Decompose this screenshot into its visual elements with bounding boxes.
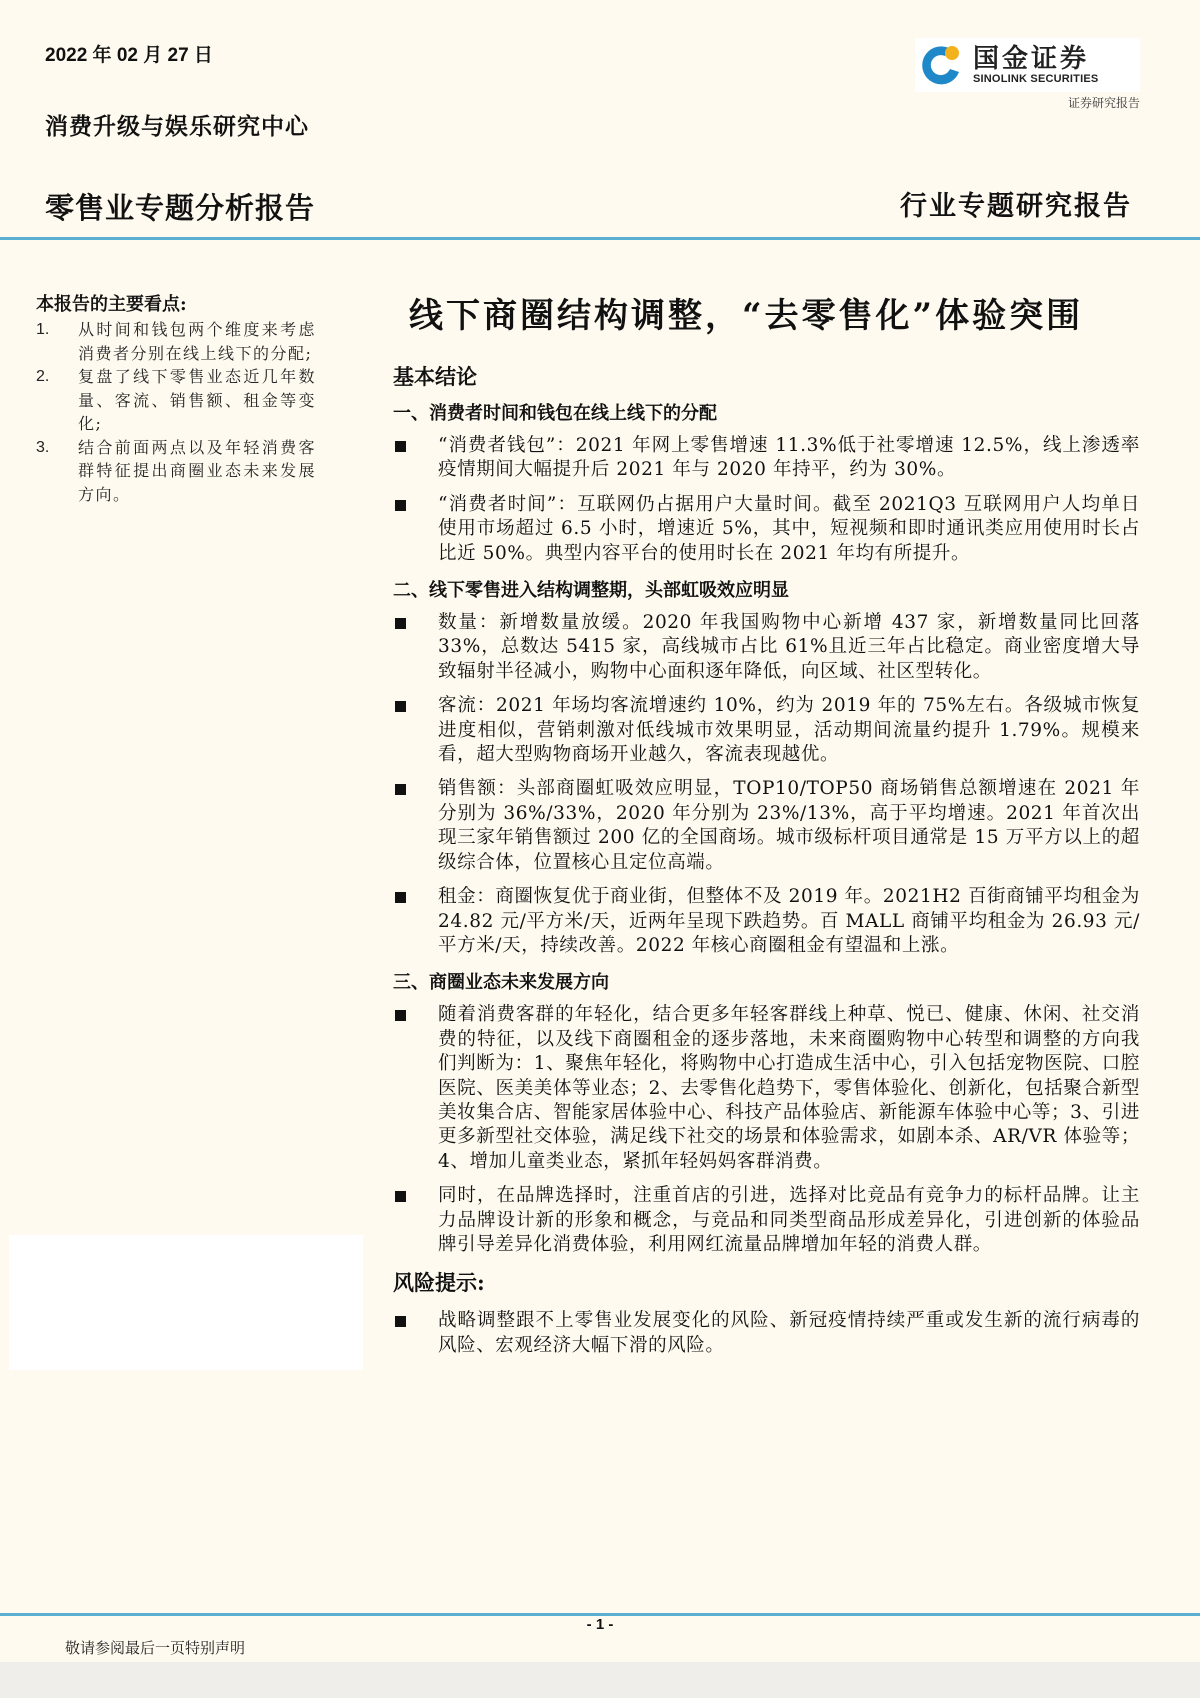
bullet-square-icon — [395, 441, 406, 452]
bullet-item — [393, 1003, 1140, 1174]
bullet-text: 战略调整跟不上零售业发展变化的风险、新冠疫情持续严重或发生新的流行病毒的风险、宏观经济大幅下滑的风险。 — [438, 1310, 1140, 1356]
logo-en-text: SINOLINK SECURITIES — [973, 73, 1099, 85]
sidebar-highlights — [36, 290, 316, 506]
bullet-text: 数量：新增数量放缓。2020 年我国购物中心新增 437 家，新增数量同比回落 33%，总数达 5415 家，高线城市占比 61%且近三年占比稳定。商业密度增大导致辐射半径减小，购物中心面积逐年降低，向区域、社区型转化。 — [438, 612, 1140, 682]
bullet-item — [393, 493, 1140, 566]
risk-heading: 风险提示: — [393, 1270, 485, 1296]
main-content — [393, 288, 1140, 1368]
bullet-text: 同时，在品牌选择时，注重首店的引进，选择对比竞品有竞争力的标杆品牌。让主力品牌设计新的形象和概念，与竞品和同类型商品形成差异化，引进创新的体验品牌引导差异化消费体验，利用网红流量品牌增加年轻的消费人群。 — [438, 1185, 1140, 1255]
bullet-item — [393, 885, 1140, 958]
item-text: 复盘了线下零售业态近几年数量、客流、销售额、租金等变化; — [78, 367, 316, 433]
item-number: 3. — [36, 438, 50, 456]
bullet-text: “消费者时间”：互联网仍占据用户大量时间。截至 2021Q3 互联网用户人均单日使用市场超过 6.5 小时，增速近 5%，其中，短视频和即时通讯类应用使用时长占比近 50%。典型内容平台的使用时长在 2021 年均有所提升。 — [438, 493, 1140, 564]
bullet-item — [393, 434, 1140, 483]
bullet-square-icon — [395, 500, 406, 511]
sidebar-heading: 本报告的主要看点: — [36, 294, 187, 315]
bullet-square-icon — [395, 784, 406, 795]
item-text: 从时间和钱包两个维度来考虑消费者分别在线上线下的分配; — [78, 320, 316, 363]
bullet-square-icon — [395, 1191, 406, 1202]
bullet-item — [393, 611, 1140, 684]
risk-bullet-item — [393, 1309, 1140, 1358]
item-number: 1. — [36, 321, 50, 338]
bullet-square-icon — [395, 1010, 406, 1021]
page-number: - 1 - — [586, 1616, 614, 1633]
bullet-text: 销售额：头部商圈虹吸效应明显，TOP10/TOP50 商场销售总额增速在 2021 年分别为 36%/33%，2020 年分别为 23%/13%，高于平均增速。2021 年首次出现三家年销售额过 200 亿的全国商场。城市级标杆项目通常是 15 万平方以上的超级综合体，位置核心且定位高端。 — [438, 778, 1140, 873]
header-divider — [0, 237, 1200, 240]
bullet-item — [393, 777, 1140, 875]
bullet-square-icon — [395, 892, 406, 903]
report-date: 2022 年 02 月 27 日 — [45, 45, 213, 66]
company-logo — [915, 38, 1140, 92]
bullet-text: 租金：商圈恢复优于商业街，但整体不及 2019 年。2021H2 百街商铺平均租金为 24.82 元/平方米/天，近两年呈现下跌趋势。百 MALL 商铺平均租金为 26.93 元/平方米/天，持续改善。2022 年核心商圈租金有望温和上涨。 — [438, 886, 1140, 956]
report-type: 行业专题研究报告 — [900, 191, 1132, 222]
highlight-item — [36, 436, 316, 507]
footer-disclaimer: 敬请参阅最后一页特别声明 — [65, 1639, 246, 1657]
item-number: 2. — [36, 368, 50, 385]
section-heading: 三、商圈业态未来发展方向 — [393, 972, 609, 994]
conclusion-heading: 基本结论 — [393, 364, 477, 389]
bullet-text: 随着消费客群的年轻化，结合更多年轻客群线上种草、悦已、健康、休闲、社交消费的特征，以及线下商圈租金的逐步落地，未来商圈购物中心转型和调整的方向我们判断为：1、聚焦年轻化，将购物中心打造成生活中心，引入包括宠物医院、口腔医院、医美美体等业态；2、去零售化趋势下，零售体验化、创新化，包括聚合新型美妆集合店、智能家居体验中心、科技产品体验店、新能源车体验中心等；3、引进更多新型社交体验，满足线下社交的场景和体验需求，如剧本杀、AR/VR 体验等；4、增加儿童类业态，紧抓年轻妈妈客群消费。 — [438, 1004, 1140, 1172]
item-text: 结合前面两点以及年轻消费客群特征提出商圈业态未来发展方向。 — [78, 437, 316, 504]
section-heading: 二、线下零售进入结构调整期，头部虹吸效应明显 — [393, 580, 789, 602]
bullet-item — [393, 694, 1140, 767]
research-center: 消费升级与娱乐研究中心 — [45, 113, 309, 140]
bullet-text: “消费者钱包”：2021 年网上零售增速 11.3%低于社零增速 12.5%，线上渗透率疫情期间大幅提升后 2021 年与 2020 年持平，约为 30%。 — [438, 435, 1140, 481]
logo-cn-text: 国金证券 — [973, 44, 1090, 74]
bullet-item — [393, 1184, 1140, 1257]
bullet-square-icon — [395, 618, 406, 629]
blank-box — [9, 1235, 363, 1370]
bullet-square-icon — [395, 701, 406, 712]
logo-subtitle: 证券研究报告 — [1067, 96, 1140, 110]
article-title: 线下商圈结构调整，“去零售化”体验突围 — [409, 296, 1084, 336]
report-title: 零售业专题分析报告 — [45, 191, 316, 225]
highlight-item — [36, 318, 316, 365]
highlight-item — [36, 365, 316, 436]
bullet-square-icon — [395, 1316, 406, 1327]
bullet-text: 客流：2021 年场均客流增速约 10%，约为 2019 年的 75%左右。各级城市恢复进度相似，营销刺激对低线城市效果明显，活动期间流量约提升 1.79%。规模来看，超大型购物商场开业越久，客流表现越优。 — [438, 695, 1140, 766]
logo-mark-icon — [919, 42, 965, 88]
section-heading: 一、消费者时间和钱包在线上线下的分配 — [393, 403, 717, 424]
